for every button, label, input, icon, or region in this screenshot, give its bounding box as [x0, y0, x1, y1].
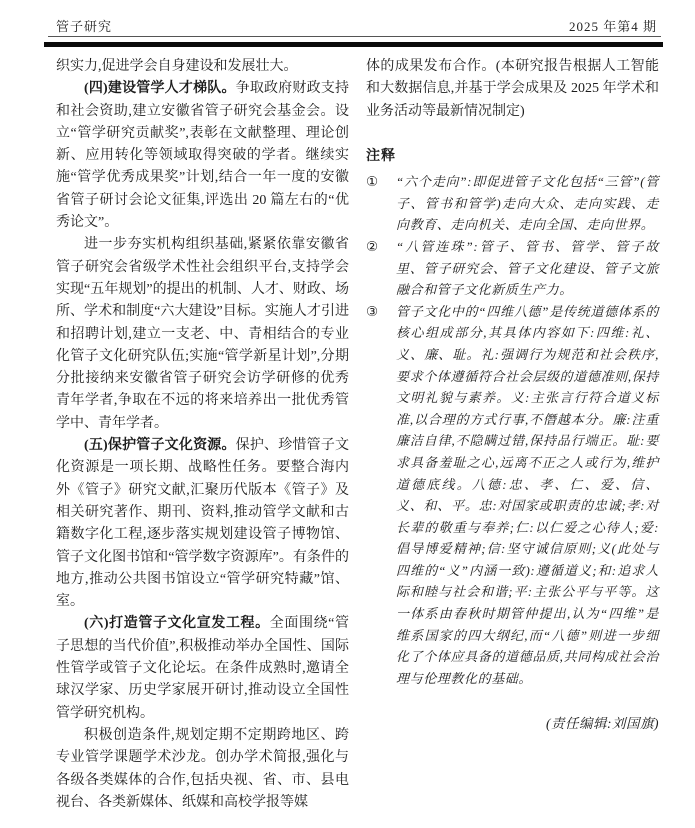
left_column-paragraph: (六)打造管子文化宣发工程。全面围绕“管子思想的当代价值”,积极推动举办全国性、国际性管学或管子文化论坛。在条件成熟时,邀请全球汉学家、历史学家展开研讨,推动设立全国性管学研究机构。: [56, 616, 349, 721]
note-item: [366, 171, 659, 236]
right_column-paragraph: 体的成果发布合作。(本研究报告根据人工智能和大数据信息,并基于学会成果及 2025 年学术和业务活动等最新情况制定): [366, 59, 659, 119]
left_column-paragraph: 织实力,促进学会自身建设和发展壮大。: [56, 59, 298, 74]
note-text: 管子文化中的“四维八德”是传统道德体系的核心组成部分,其具体内容如下:四维:礼、义、廉、耻。礼:强调行为规范和社会秩序,要求个体遵循符合社会层级的道德准则,保持文明礼貌与素养。义:主张言行符合道义标准,以合理的方式行事,不僭越本分。廉:注重廉洁自律,不隐瞒过错,保持品行端正。耻:要求具备羞耻之心,远离不正之人或行为,维护道德底线。八德:忠、孝、仁、爱、信、义、和、平。忠:对国家或职责的忠诚;孝:对长辈的敬重与奉养;仁:以仁爱之心待人;爱:倡导博爱精神;信:坚守诚信原则;义(此处与四维的“义”内涵一致):遵循道义;和:追求人际和睦与社会和谐;平:主张公平与平等。这一体系由春秋时期管仲提出,认为“四维”是维系国家的四大纲纪,而“八德”则进一步细化了个体应具备的道德品质,共同构成社会治理与伦理教化的基础。: [396, 303, 659, 686]
left_column-paragraph: 进一步夯实机构组织基础,紧紧依靠安徽省管子研究会省级学术性社会组织平台,支持学会实现“五年规划”的提出的机制、人才、财政、场所、学术和制度“六大建设”目标。实施人才引进和招聘计划,建立一支老、中、青相结合的专业化管子文化研究队伍;实施“管学新星计划”,分期分批接纳来安徽省管子研究会访学研修的优秀青年学者,争取在不远的将来培养出一批优秀管学中、青年学者。: [56, 237, 349, 431]
left_column-paragraph: (五)保护管子文化资源。保护、珍惜管子文化资源是一项长期、战略性任务。要整合海内外《管子》研究文献,汇聚历代版本《管子》及相关研究著作、期刊、资料,推动管学文献和古籍数字化工程,逐步落实规划建设管子博物馆、管子文化图书馆和“管学数字资源库”。有条件的地方,推动公共图书馆设立“管学研究特藏”馆、室。: [56, 438, 350, 610]
paragraph-lead: (四)建设管学人才梯队。: [84, 81, 236, 97]
two-column-body: [56, 56, 658, 814]
note-number: ②: [366, 238, 379, 254]
header-rule-thick: [44, 42, 663, 47]
notes-heading: 注释: [366, 146, 396, 163]
issue-label: 2025 年第4 期: [568, 19, 657, 34]
journal-title: 管子研究: [56, 19, 113, 34]
note-text: “六个走向”:即促进管子文化包括“三管”(管子、管书和管学)走向大众、走向实践、走向教育、走向机关、走向全国、走向世界。: [396, 174, 659, 233]
note-number: ③: [366, 303, 379, 319]
right-column: [366, 56, 659, 814]
left_column-paragraph: (四)建设管学人才梯队。争取政府财政支持和社会资助,建立安徽省管子研究会基金会。设立“管学研究贡献奖”,表彰在文献整理、理论创新、应用转化等领域取得突破的学者。继续实施“管学优秀成果奖”计划,结合一年一度的安徽省管子研讨会论文征集,评选出 20 篇左右的“优秀论文”。: [56, 81, 350, 231]
note-number: ①: [366, 174, 379, 190]
paragraph-lead: (六)打造管子文化宣发工程。: [84, 616, 270, 632]
paragraph-lead: (五)保护管子文化资源。: [84, 438, 236, 454]
left_column-paragraph: 积极创造条件,规划定期不定期跨地区、跨专业管学课题学术沙龙。创办学术简报,强化与各级各类媒体的合作,包括央视、省、市、县电视台、各类新媒体、纸媒和高校学报等媒: [56, 727, 349, 810]
note-text: “八管连珠”:管子、管书、管学、管子故里、管子研究会、管子文化建设、管子文旅融合和管子文化新质生产力。: [396, 238, 659, 298]
note-item: [366, 301, 659, 690]
left-column: [56, 56, 349, 814]
editor-credit: (责任编辑:刘国旗): [546, 716, 659, 732]
header-rule-thin: [48, 36, 661, 37]
running-head: [56, 16, 657, 35]
note-item: [366, 236, 659, 301]
